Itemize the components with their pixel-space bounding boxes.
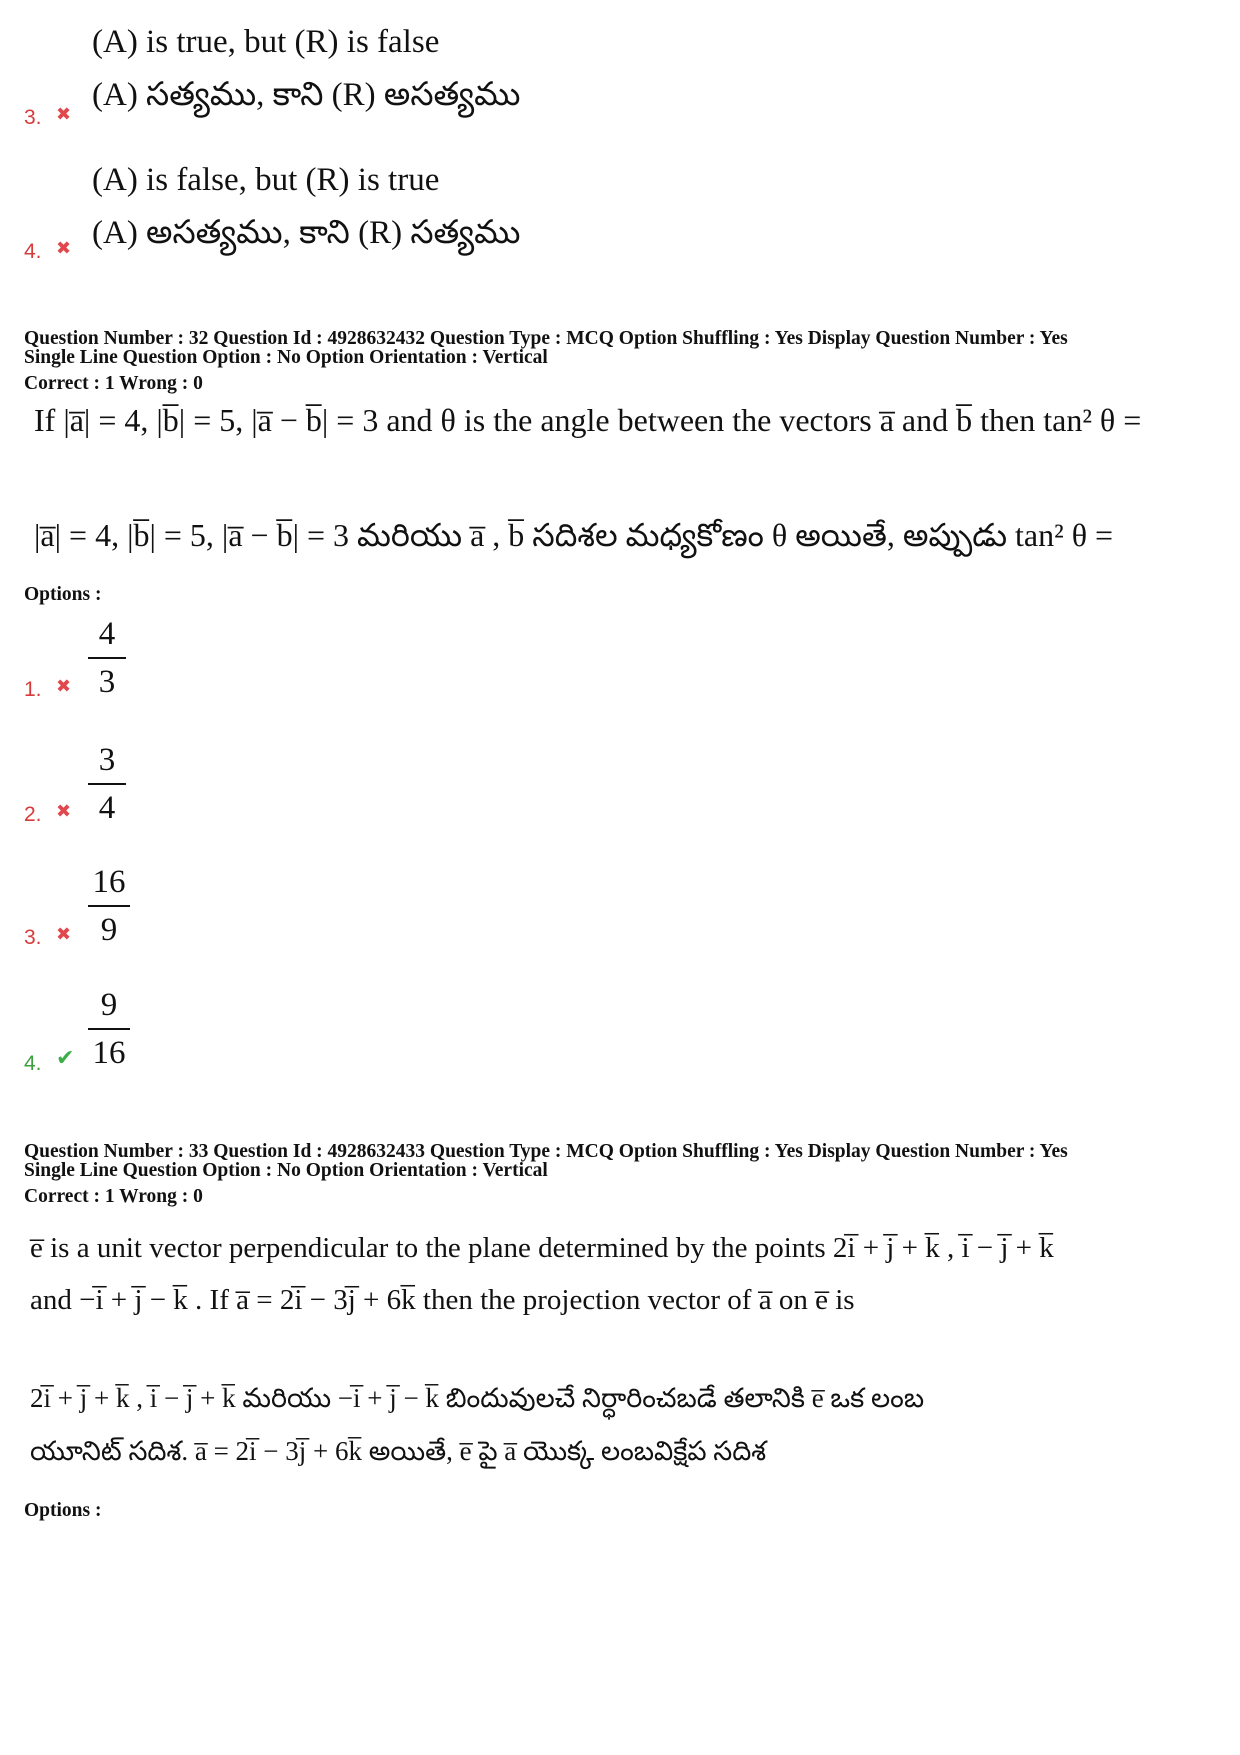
options-label: Options : bbox=[24, 1500, 102, 1521]
option-fraction bbox=[88, 612, 126, 704]
option-fraction bbox=[88, 860, 130, 952]
wrong-mark-icon: ✖ bbox=[56, 104, 72, 125]
question-meta-line3: Correct : 1 Wrong : 0 bbox=[24, 1186, 203, 1207]
question-meta-line1: Question Number : 33 Question Id : 4928632433 Question Type : MCQ Option Shuffling : Yes Display Question Number : Yes bbox=[24, 1141, 1068, 1162]
question-meta-line1: Question Number : 32 Question Id : 4928632432 Question Type : MCQ Option Shuffling : Yes Display Question Number : Yes bbox=[24, 328, 1068, 349]
options-label: Options : bbox=[24, 584, 102, 605]
option-number: 3. bbox=[24, 926, 42, 949]
question-text-english-line1: e̅ is a unit vector perpendicular to the plane determined by the points 2i̅ + j̅ + k̅ , i̅ − j̅ + k̅ bbox=[30, 1232, 1054, 1264]
option-text-english: (A) is false, but (R) is true bbox=[92, 162, 440, 198]
fraction-denominator: 4 bbox=[98, 790, 116, 826]
option-text-telugu: (A) సత్యము, కాని (R) అసత్యము bbox=[92, 77, 521, 113]
fraction-bar bbox=[88, 657, 126, 659]
wrong-mark-icon: ✖ bbox=[56, 676, 72, 697]
fraction-bar bbox=[88, 1028, 130, 1030]
option-number: 2. bbox=[24, 803, 42, 826]
fraction-numerator: 16 bbox=[92, 864, 126, 900]
option-fraction bbox=[88, 983, 130, 1075]
fraction-denominator: 3 bbox=[98, 664, 116, 700]
option-number: 4. bbox=[24, 240, 42, 263]
question-text-telugu-line1: 2i̅ + j̅ + k̅ , i̅ − j̅ + k̅ మరియు −i̅ + j̅ − k̅ బిందువులచే నిర్ధారించబడే తలానికి e̅ ఒక లంబ bbox=[30, 1383, 925, 1413]
option-number: 1. bbox=[24, 678, 42, 701]
fraction-denominator: 9 bbox=[100, 912, 118, 948]
wrong-mark-icon: ✖ bbox=[56, 801, 72, 822]
option-number: 4. bbox=[24, 1052, 42, 1075]
question-text-telugu-line2: యూనిట్ సదిశ. a̅ = 2i̅ − 3j̅ + 6k̅ అయితే, e̅ పై a̅ యొక్క లంబవిక్షేప సదిశ bbox=[30, 1436, 767, 1466]
wrong-mark-icon: ✖ bbox=[56, 924, 72, 945]
question-meta-line2: Single Line Question Option : No Option Orientation : Vertical bbox=[24, 347, 548, 368]
question-meta-line2: Single Line Question Option : No Option Orientation : Vertical bbox=[24, 1160, 548, 1181]
fraction-bar bbox=[88, 905, 130, 907]
fraction-denominator: 16 bbox=[92, 1035, 126, 1071]
question-meta-line3: Correct : 1 Wrong : 0 bbox=[24, 373, 203, 394]
correct-check-icon: ✔ bbox=[56, 1046, 75, 1071]
fraction-numerator: 9 bbox=[100, 987, 118, 1023]
option-number: 3. bbox=[24, 106, 42, 129]
fraction-bar bbox=[88, 783, 126, 785]
option-text-english: (A) is true, but (R) is false bbox=[92, 24, 440, 60]
question-text-english-line2: and −i̅ + j̅ − k̅ . If a̅ = 2i̅ − 3j̅ + 6k̅ then the projection vector of a̅ on e̅ is bbox=[30, 1284, 855, 1316]
wrong-mark-icon: ✖ bbox=[56, 238, 72, 259]
fraction-numerator: 4 bbox=[98, 616, 116, 652]
option-text-telugu: (A) అసత్యము, కాని (R) సత్యము bbox=[92, 215, 521, 251]
option-fraction bbox=[88, 738, 126, 830]
question-text-telugu: |a̅| = 4, |b̅| = 5, |a̅ − b̅| = 3 మరియు a̅ , b̅ సదిశల మధ్యకోణం θ అయితే, అప్పుడు tan² θ = bbox=[34, 517, 1114, 553]
fraction-numerator: 3 bbox=[98, 742, 116, 778]
question-text-english: If |a̅| = 4, |b̅| = 5, |a̅ − b̅| = 3 and θ is the angle between the vectors a̅ and b̅ then tan² θ = bbox=[34, 402, 1142, 438]
